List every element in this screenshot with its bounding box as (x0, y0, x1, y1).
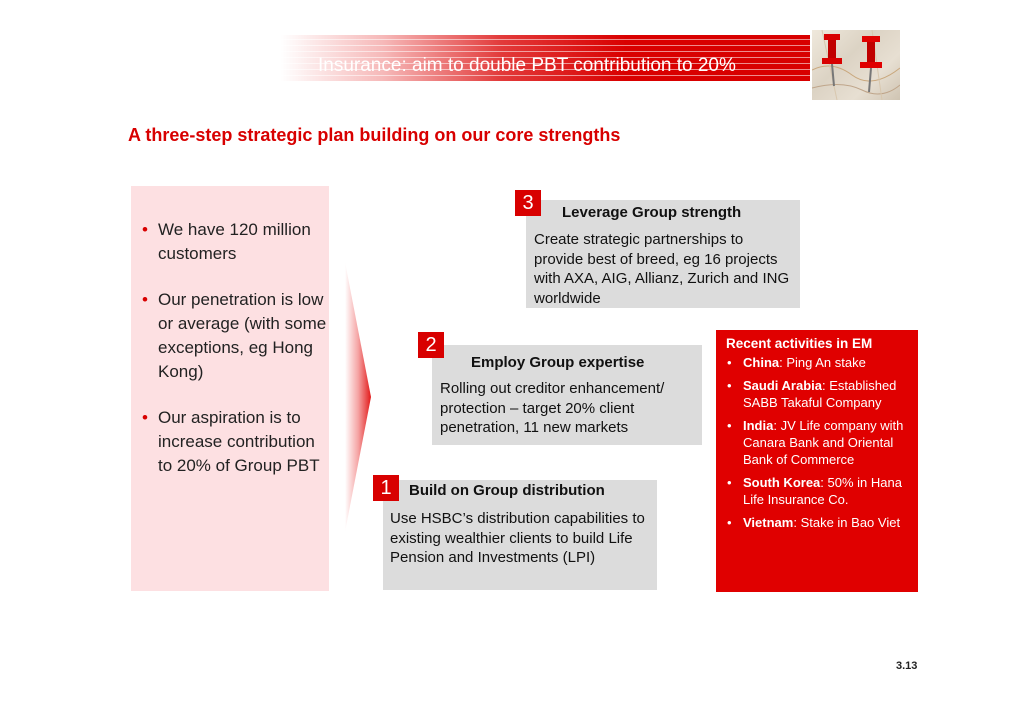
step-2-body: Rolling out creditor enhancement/ protection – target 20% client penetration, 11 new markets (440, 380, 665, 436)
slide-title: Insurance: aim to double PBT contribution to 20% (318, 55, 736, 76)
step-1-body: Use HSBC’s distribution capabilities to existing wealthier clients to build Life Pension and Investments (LPI) (390, 510, 645, 566)
bullet-icon: • (727, 475, 732, 490)
activity-text: : Established SABB Takaful Company (743, 378, 897, 410)
recent-activity-item (726, 354, 916, 371)
step-2-heading: Employ Group expertise (471, 354, 645, 371)
activity-country: South Korea (743, 475, 821, 490)
summary-bullet-text: Our penetration is low or average (with some exceptions, eg Hong Kong) (158, 290, 327, 381)
step-3-number: 3 (515, 190, 541, 216)
step-1-number: 1 (373, 475, 399, 501)
step-3-heading: Leverage Group strength (562, 204, 742, 221)
activity-text: : JV Life company with Canara Bank and Oriental Bank of Commerce (743, 418, 904, 467)
summary-bullet-text: We have 120 million customers (158, 220, 311, 263)
bullet-icon: • (727, 378, 732, 393)
activity-country: Saudi Arabia (743, 378, 822, 393)
pushpin-image (812, 30, 900, 100)
activity-country: China (743, 355, 780, 370)
bullet-icon: • (142, 220, 148, 239)
recent-activities-title: Recent activities in EM (726, 336, 873, 351)
bullet-icon: • (727, 355, 732, 370)
step-3-body: Create strategic partnerships to provide best of breed, eg 16 projects with AXA, AIG, Allianz, Zurich and ING worldwide (534, 231, 790, 307)
activity-country: India (743, 418, 774, 433)
pushpin-icon (812, 30, 900, 100)
recent-activity-item (726, 417, 916, 468)
activity-text: : Stake in Bao Viet (793, 515, 901, 530)
summary-bullet (138, 406, 328, 478)
bullet-icon: • (727, 515, 732, 530)
recent-activity-item (726, 514, 916, 531)
summary-bullet-list (138, 218, 328, 500)
activity-country: Vietnam (743, 515, 794, 530)
summary-bullet (138, 288, 328, 384)
bullet-icon: • (142, 408, 148, 427)
activity-text: : 50% in Hana Life Insurance Co. (743, 475, 902, 507)
recent-activity-item (726, 377, 916, 411)
slide-subtitle: A three-step strategic plan building on our core strengths (128, 125, 621, 145)
bullet-icon: • (142, 290, 148, 309)
summary-bullet-text: Our aspiration is to increase contribution to 20% of Group PBT (158, 408, 320, 475)
progression-arrow-icon (345, 262, 373, 532)
recent-activities-list (726, 354, 916, 537)
step-2-number: 2 (418, 332, 444, 358)
activity-text: : Ping An stake (779, 355, 866, 370)
page-number: 3.13 (896, 660, 918, 672)
bullet-icon: • (727, 418, 732, 433)
recent-activity-item (726, 474, 916, 508)
step-1-heading: Build on Group distribution (409, 482, 605, 499)
summary-bullet (138, 218, 328, 266)
